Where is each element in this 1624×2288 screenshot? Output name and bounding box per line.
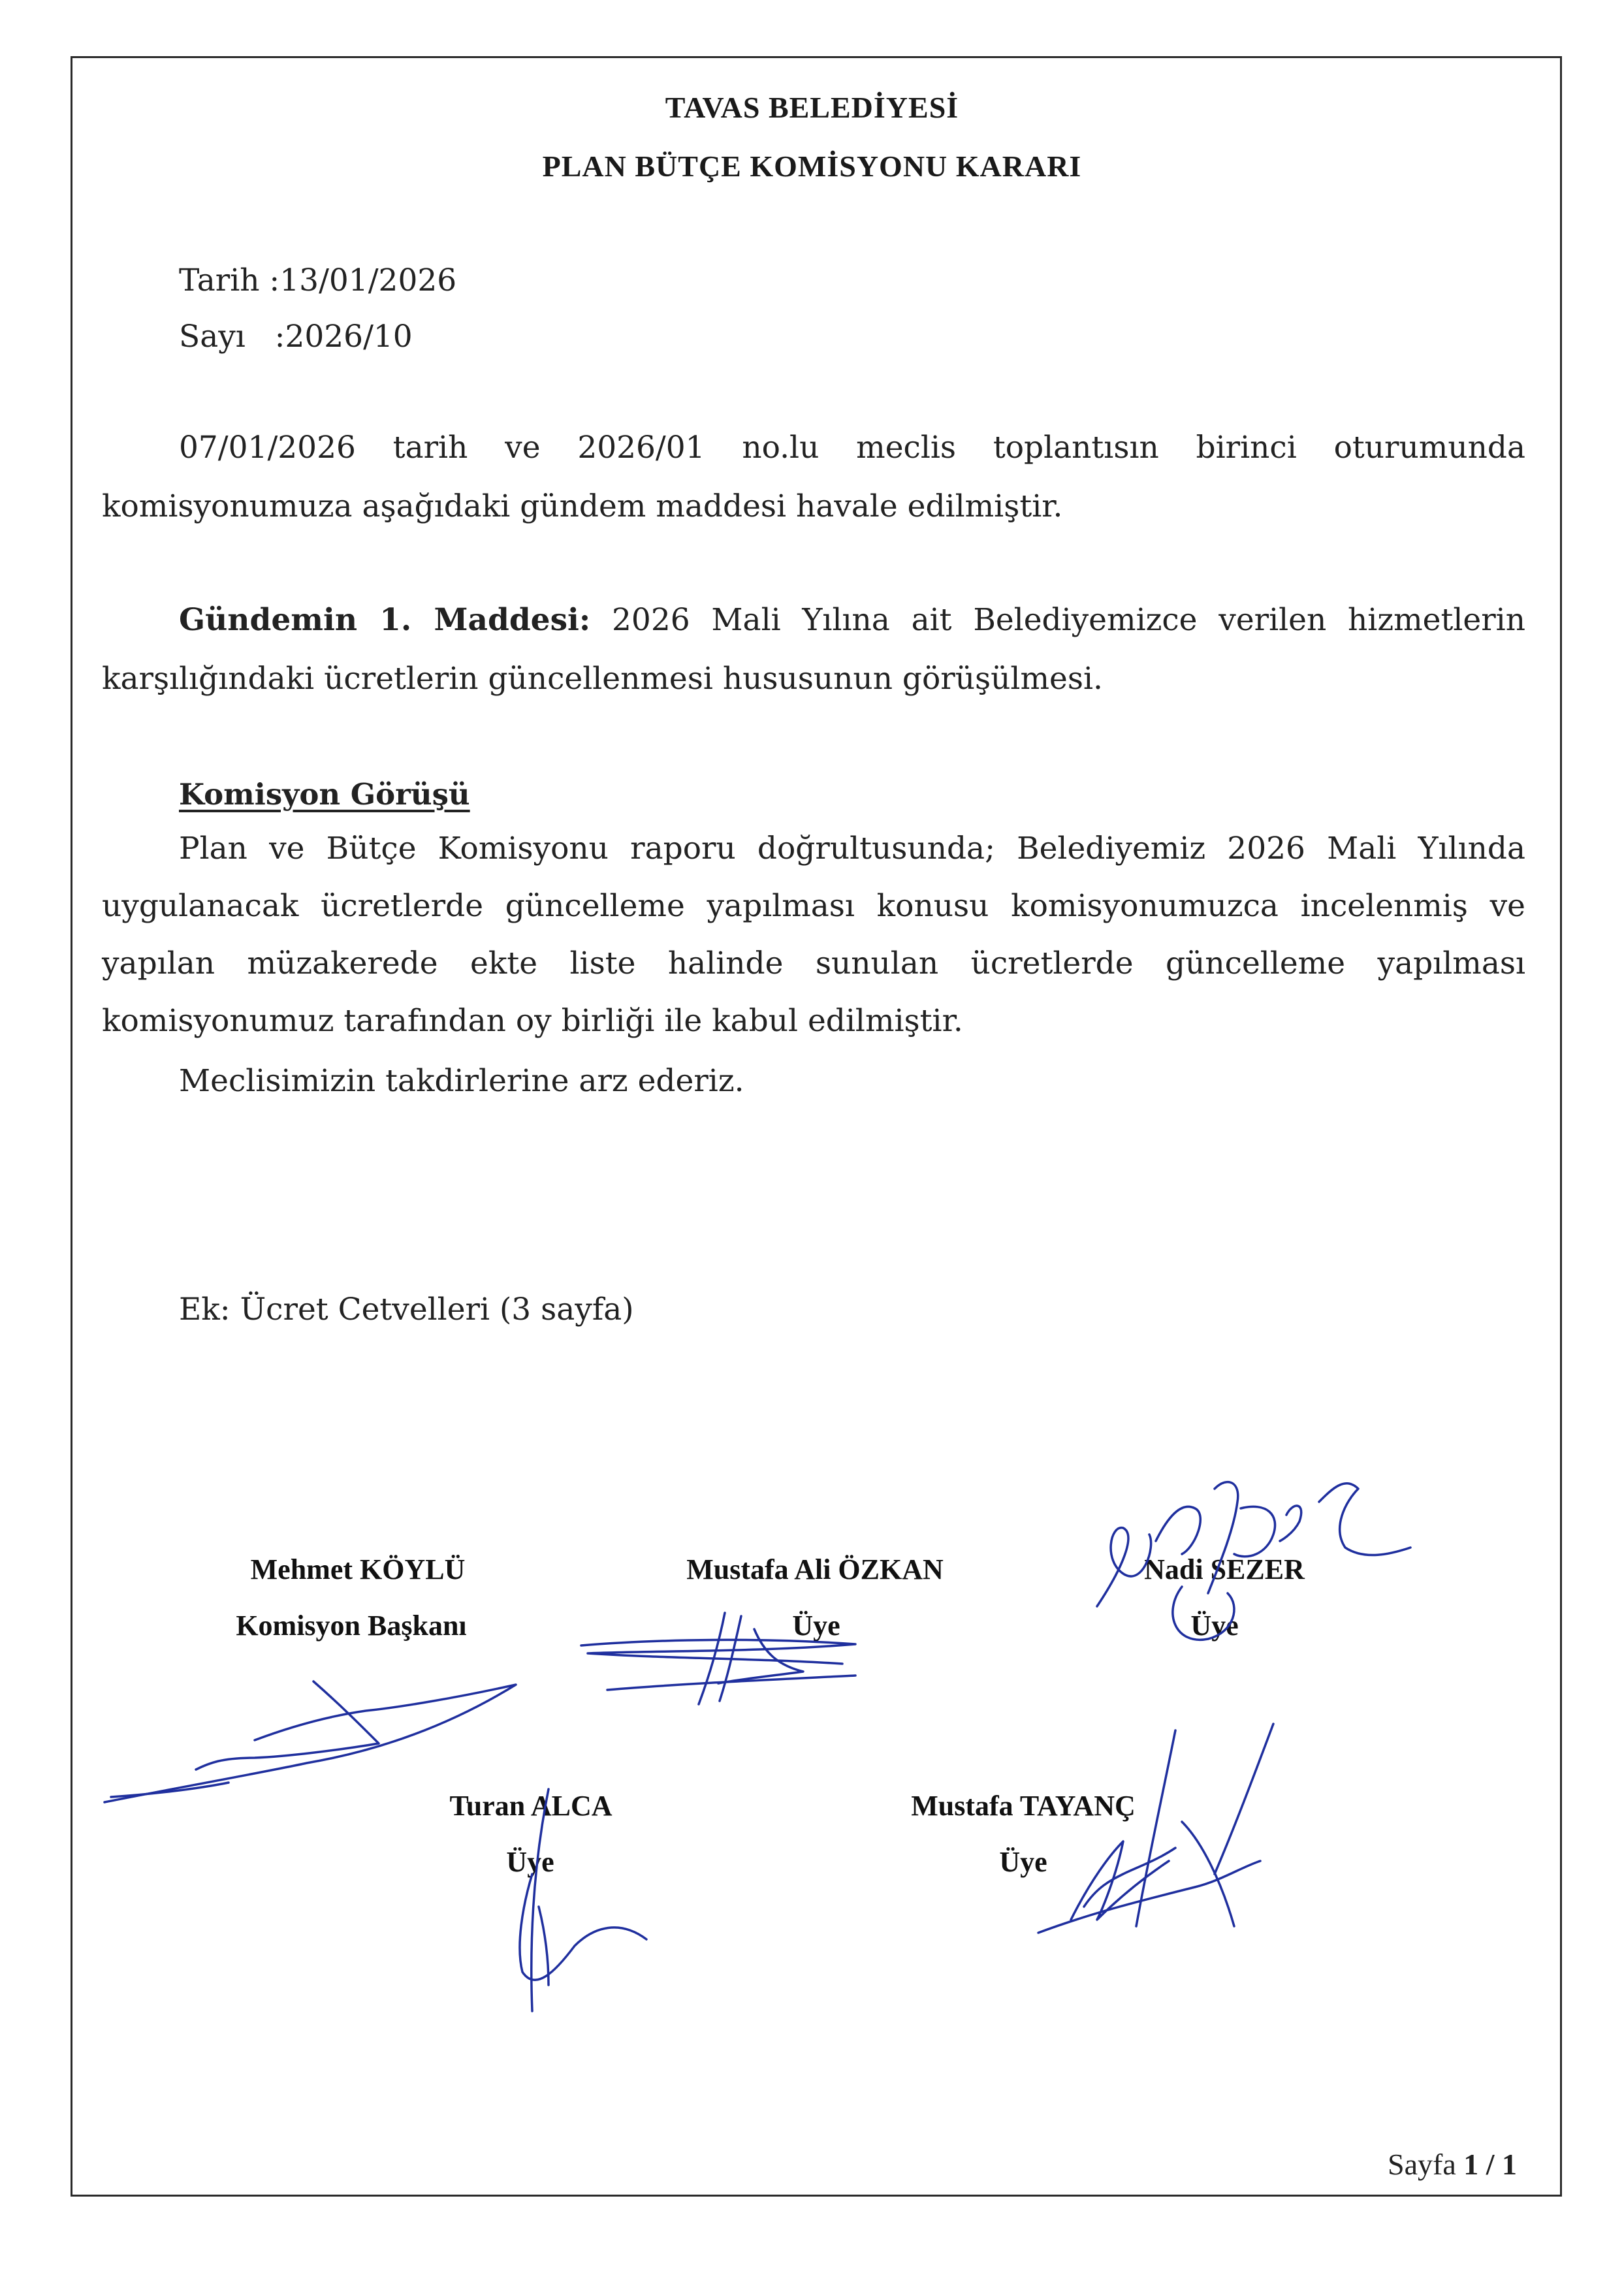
opinion-line-4: komisyonumuz tarafından oy birliği ile kabul edilmiştir. bbox=[102, 1003, 963, 1039]
signature-koylu bbox=[91, 1659, 549, 1815]
page-prefix: Sayfa bbox=[1388, 2148, 1464, 2181]
closing-line: Meclisimizin takdirlerine arz ederiz. bbox=[179, 1063, 744, 1099]
signatory-5-role: Üye bbox=[999, 1846, 1047, 1878]
signatory-4-role: Üye bbox=[506, 1846, 554, 1878]
attachment-note: Ek: Ücret Cetvelleri (3 sayfa) bbox=[179, 1292, 634, 1327]
date-line: Tarih :13/01/2026 bbox=[179, 262, 457, 298]
signatory-3-role: Üye bbox=[1190, 1610, 1239, 1642]
intro-line-2: komisyonumuza aşağıdaki gündem maddesi havale edilmiştir. bbox=[102, 488, 1063, 524]
agenda-label: Gündemin 1. Maddesi: bbox=[179, 602, 591, 638]
opinion-line-3: yapılan müzakerede ekte liste halinde sunulan ücretlerde güncelleme yapılması bbox=[102, 945, 1525, 981]
page-count: 1 / 1 bbox=[1463, 2148, 1518, 2181]
opinion-line-1: Plan ve Bütçe Komisyonu raporu doğrultusunda; Belediyemiz 2026 Mali Yılında bbox=[179, 831, 1525, 866]
institution-name: TAVAS BELEDİYESİ bbox=[665, 91, 959, 124]
signature-tayanc bbox=[1025, 1711, 1299, 1946]
signature-sezer bbox=[1084, 1463, 1424, 1659]
signatory-2-role: Üye bbox=[792, 1610, 840, 1642]
intro-line-1: 07/01/2026 tarih ve 2026/01 no.lu meclis toplantısın birinci oturumunda bbox=[179, 430, 1525, 466]
page-border bbox=[71, 56, 1562, 2197]
signatory-3-name: Nadi SEZER bbox=[1144, 1553, 1305, 1585]
number-line: Sayı :2026/10 bbox=[179, 319, 413, 355]
agenda-text: 2026 Mali Yılına ait Belediyemizce verilen hizmetlerin bbox=[590, 602, 1525, 638]
opinion-line-2: uygulanacak ücretlerde güncelleme yapılması konusu komisyonumuzca incelenmiş ve bbox=[102, 888, 1525, 924]
signature-ozkan bbox=[568, 1606, 868, 1711]
agenda-line-2: karşılığındaki ücretlerin güncellenmesi hususunun görüşülmesi. bbox=[102, 661, 1103, 697]
document-title: PLAN BÜTÇE KOMİSYONU KARARI bbox=[542, 150, 1082, 183]
signatory-2-name: Mustafa Ali ÖZKAN bbox=[686, 1553, 944, 1585]
opinion-heading: Komisyon Görüşü bbox=[179, 777, 470, 812]
signature-alca bbox=[483, 1776, 666, 2037]
page-number bbox=[1388, 2147, 1517, 2182]
signatory-1-name: Mehmet KÖYLÜ bbox=[250, 1553, 466, 1585]
signatory-1-role: Komisyon Başkanı bbox=[236, 1610, 467, 1642]
signatory-5-name: Mustafa TAYANÇ bbox=[911, 1790, 1136, 1822]
signatory-4-name: Turan ALCA bbox=[449, 1790, 613, 1822]
agenda-line-1 bbox=[179, 602, 1525, 638]
